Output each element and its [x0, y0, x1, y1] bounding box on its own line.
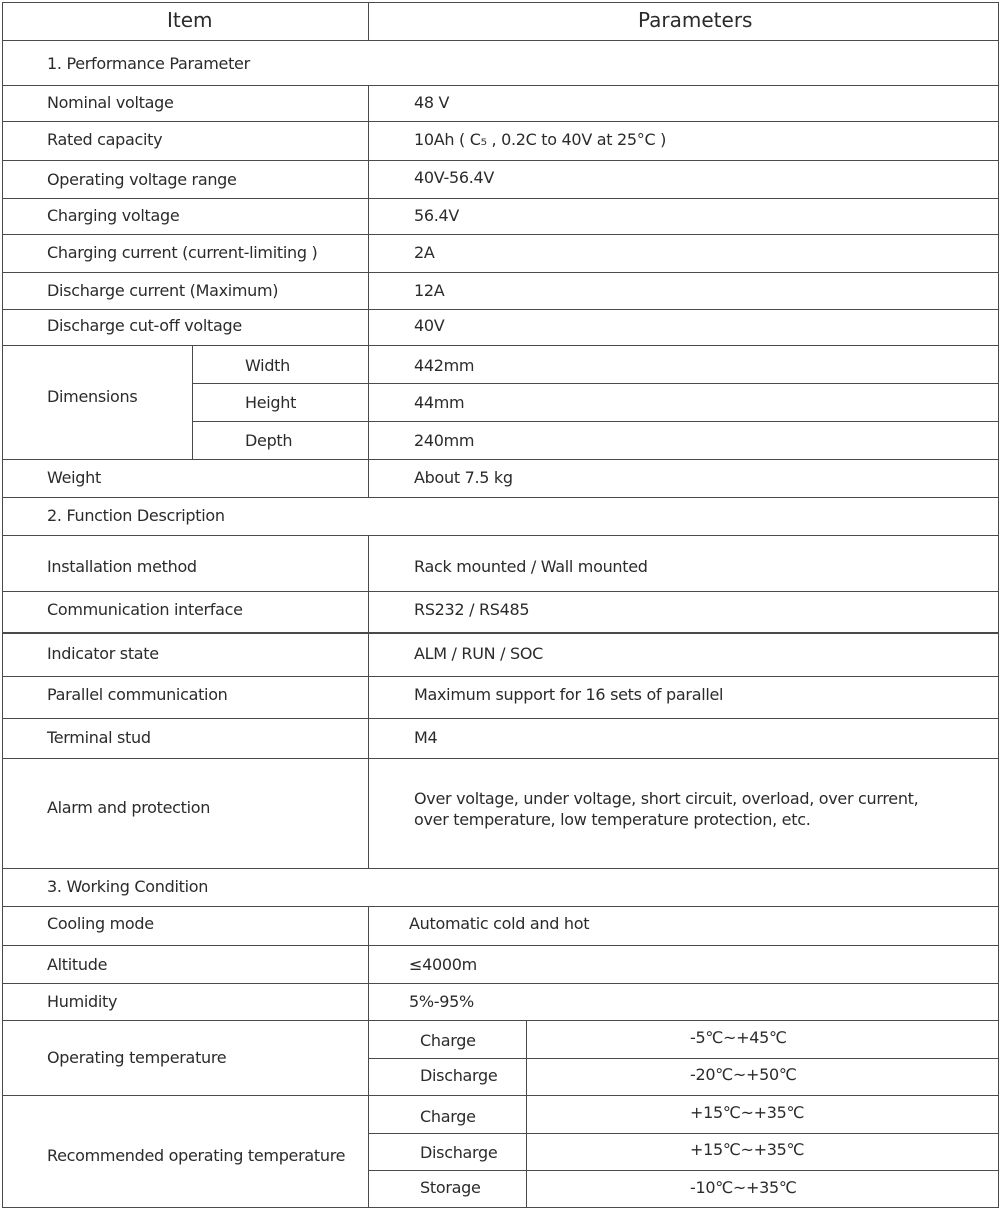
- grid-line: [192, 345, 193, 459]
- row-value: 44mm: [414, 393, 465, 412]
- row-value: 48 V: [414, 93, 450, 112]
- row-value: Over voltage, under voltage, short circuit, overload, over current, over temperature, low temperature protection, etc.: [414, 789, 919, 829]
- row-label: Alarm and protection: [47, 798, 211, 817]
- grid-line: [2, 591, 999, 592]
- row-value: Maximum support for 16 sets of parallel: [414, 685, 724, 704]
- row-value: 40V: [414, 316, 445, 335]
- grid-line: [2, 676, 999, 677]
- sub-label: Charge: [420, 1031, 476, 1050]
- grid-line: [2, 718, 999, 719]
- header-parameters: Parameters: [638, 8, 753, 32]
- sub-label: Height: [245, 393, 297, 412]
- row-value: -5℃~+45℃: [690, 1028, 787, 1047]
- row-value: 12A: [414, 281, 445, 300]
- row-value: ALM / RUN / SOC: [414, 644, 544, 663]
- row-value: 2A: [414, 243, 435, 262]
- section-function: 2. Function Description: [47, 506, 225, 525]
- grid-line: [2, 2, 999, 3]
- grid-line: [2, 945, 999, 946]
- grid-line: [2, 758, 999, 759]
- grid-line: [368, 2, 369, 41]
- row-value: Rack mounted / Wall mounted: [414, 557, 648, 576]
- row-label: Operating voltage range: [47, 170, 237, 189]
- grid-line: [2, 1095, 999, 1096]
- row-label: Discharge current (Maximum): [47, 281, 279, 300]
- grid-line: [368, 535, 369, 868]
- section-performance: 1. Performance Parameter: [47, 54, 250, 73]
- header-item: Item: [167, 8, 213, 32]
- grid-line: [192, 421, 999, 422]
- row-value: About 7.5 kg: [414, 468, 513, 487]
- grid-line: [2, 632, 999, 634]
- row-label: Installation method: [47, 557, 197, 576]
- row-value: ≤4000m: [409, 955, 477, 974]
- row-label: Dimensions: [47, 387, 138, 406]
- row-value: -10℃~+35℃: [690, 1178, 797, 1197]
- row-value: 40V-56.4V: [414, 168, 495, 187]
- grid-line: [2, 1207, 999, 1208]
- row-value: 5%-95%: [409, 992, 474, 1011]
- grid-line: [998, 2, 999, 1208]
- row-label: Communication interface: [47, 600, 243, 619]
- row-label: Charging current (current-limiting ): [47, 243, 318, 262]
- row-label: Rated capacity: [47, 130, 163, 149]
- grid-line: [2, 1020, 999, 1021]
- grid-line: [2, 85, 999, 86]
- row-label: Indicator state: [47, 644, 159, 663]
- grid-line: [2, 906, 999, 907]
- grid-line: [2, 535, 999, 536]
- grid-line: [2, 2, 3, 1208]
- sub-label: Storage: [420, 1178, 481, 1197]
- row-label: Altitude: [47, 955, 108, 974]
- row-value: 56.4V: [414, 206, 460, 225]
- row-label: Weight: [47, 468, 101, 487]
- grid-line: [2, 983, 999, 984]
- row-label: Terminal stud: [47, 728, 151, 747]
- row-label: Parallel communication: [47, 685, 228, 704]
- row-label: Operating temperature: [47, 1048, 227, 1067]
- grid-line: [2, 121, 999, 122]
- grid-line: [2, 160, 999, 161]
- row-label: Humidity: [47, 992, 118, 1011]
- row-value: 10Ah ( C₅ , 0.2C to 40V at 25°C ): [414, 130, 667, 149]
- grid-line: [2, 345, 999, 346]
- row-value: 442mm: [414, 356, 475, 375]
- row-label: Charging voltage: [47, 206, 180, 225]
- grid-line: [2, 272, 999, 273]
- row-value: +15℃~+35℃: [690, 1103, 805, 1122]
- grid-line: [526, 1020, 527, 1208]
- row-label: Nominal voltage: [47, 93, 174, 112]
- row-value: +15℃~+35℃: [690, 1140, 805, 1159]
- grid-line: [2, 198, 999, 199]
- grid-line: [368, 85, 369, 497]
- sub-label: Discharge: [420, 1143, 498, 1162]
- sub-label: Depth: [245, 431, 293, 450]
- grid-line: [2, 309, 999, 310]
- row-value: Automatic cold and hot: [409, 914, 590, 933]
- grid-line: [368, 1133, 999, 1134]
- row-label: Cooling mode: [47, 914, 154, 933]
- grid-line: [192, 383, 999, 384]
- grid-line: [2, 234, 999, 235]
- row-label: Recommended operating temperature: [47, 1146, 346, 1165]
- row-value: M4: [414, 728, 438, 747]
- grid-line: [368, 1170, 999, 1171]
- sub-label: Charge: [420, 1107, 476, 1126]
- section-working: 3. Working Condition: [47, 877, 209, 896]
- grid-line: [2, 497, 999, 498]
- row-label: Discharge cut-off voltage: [47, 316, 242, 335]
- sub-label: Discharge: [420, 1066, 498, 1085]
- sub-label: Width: [245, 356, 290, 375]
- row-value: RS232 / RS485: [414, 600, 530, 619]
- row-value: 240mm: [414, 431, 475, 450]
- grid-line: [368, 906, 369, 1208]
- row-value: -20℃~+50℃: [690, 1065, 797, 1084]
- grid-line: [368, 1058, 999, 1059]
- grid-line: [2, 40, 999, 41]
- grid-line: [2, 459, 999, 460]
- grid-line: [2, 868, 999, 869]
